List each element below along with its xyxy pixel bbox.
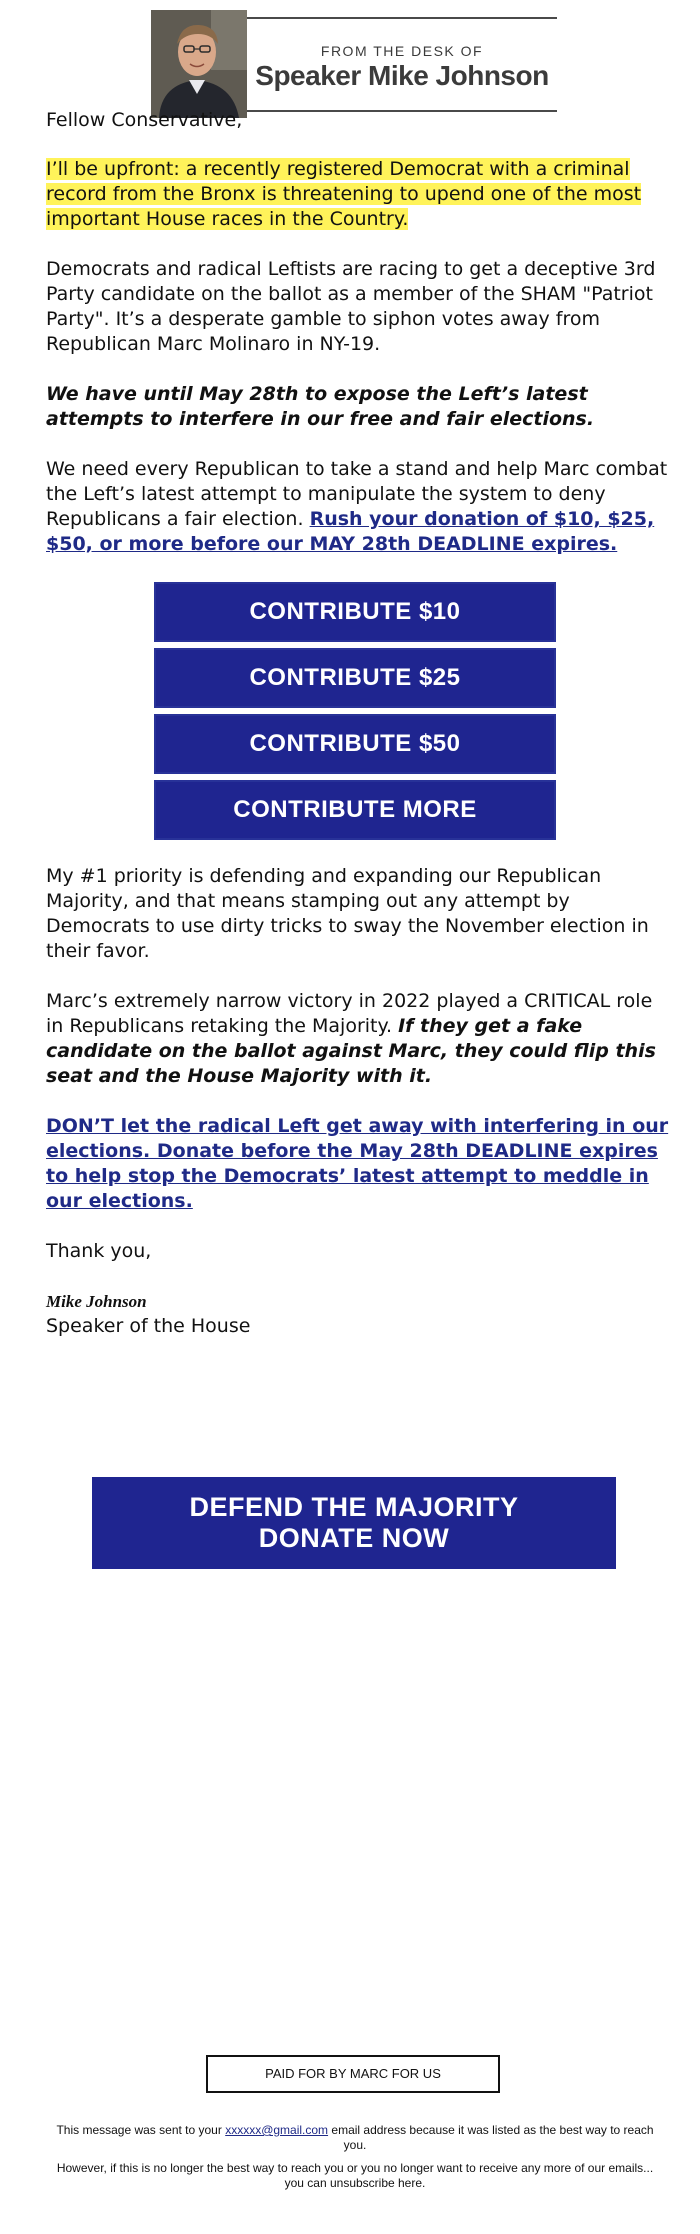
greeting: Fellow Conservative, xyxy=(46,109,243,131)
sent-to-notice xyxy=(46,2123,664,2153)
narrow-victory-text: Marc’s extremely narrow victory in 2022 played a CRITICAL role in Republicans retaking the Majority. xyxy=(46,990,653,1037)
big-cta-line2: DONATE NOW xyxy=(258,1523,450,1553)
contribute-more-button[interactable]: CONTRIBUTE MORE xyxy=(154,780,556,840)
paid-for-disclaimer: PAID FOR BY MARC FOR US xyxy=(206,2055,500,2093)
rush-donation-link[interactable]: Rush your donation of $10, $25, $50, or more before our MAY 28th DEADLINE expires. xyxy=(46,508,655,555)
portrait-icon xyxy=(151,10,247,118)
letter-body xyxy=(46,108,670,1364)
contribute-10-button[interactable]: CONTRIBUTE $10 xyxy=(154,582,556,642)
email-footer xyxy=(46,2123,664,2199)
signature-name: Mike Johnson xyxy=(46,1292,147,1311)
priority-paragraph: My #1 priority is defending and expanding our Republican Majority, and that means stamping out any attempt by Democrats to use dirty tricks to sway the November election in their favor. xyxy=(46,865,649,962)
donation-appeal-paragraph xyxy=(46,457,670,557)
paragraph-patriot-party: Democrats and radical Leftists are racing to get a deceptive 3rd Party candidate on the ballot as a member of the SHAM "Patriot Party". It’s a desperate gamble to siphon votes away from Republican Marc Molinaro in NY-19. xyxy=(46,258,656,355)
email-header xyxy=(151,10,557,118)
speaker-portrait-photo xyxy=(151,10,247,118)
header-top-rule xyxy=(247,17,557,19)
intro-paragraph xyxy=(46,157,670,232)
deadline-paragraph: We have until May 28th to expose the Left’s latest attempts to interfere in our free and fair elections. xyxy=(46,383,595,430)
highlighted-intro: I’ll be upfront: a recently registered Democrat with a criminal record from the Bronx is threatening to upend one of the most important House races in the Country. xyxy=(46,158,642,230)
donate-link-paragraph xyxy=(46,1114,670,1214)
signer-title: Speaker of the House xyxy=(46,1315,251,1337)
unsubscribe-notice[interactable]: However, if this is no longer the best way to reach you or you no longer want to receive any more of our emails... you can unsubscribe here. xyxy=(56,2161,654,2190)
contribute-25-button[interactable]: CONTRIBUTE $25 xyxy=(154,648,556,708)
appeal-text: We need every Republican to take a stand and help Marc combat the Left’s latest attempt to manipulate the system to deny Republicans a fair election. xyxy=(46,458,668,530)
signature-block xyxy=(46,1289,670,1339)
big-cta-line1: DEFEND THE MAJORITY xyxy=(189,1492,519,1522)
fake-candidate-warning: If they get a fake candidate on the ballot against Marc, they could flip this seat and the House Majority with it. xyxy=(46,1015,656,1087)
narrow-victory-paragraph xyxy=(46,989,670,1089)
donate-before-deadline-link[interactable]: DON’T let the radical Left get away with interfering in our elections. Donate before the May 28th DEADLINE expires to help stop the Democrats’ latest attempt to meddle in our elections. xyxy=(46,1115,669,1212)
recipient-email-link[interactable]: xxxxxx@gmail.com xyxy=(225,2123,329,2137)
contribute-button-group xyxy=(46,582,670,840)
contribute-50-button[interactable]: CONTRIBUTE $50 xyxy=(154,714,556,774)
header-name: Speaker Mike Johnson xyxy=(255,60,549,91)
sent-suffix: email address because it was listed as the best way to reach you. xyxy=(328,2123,654,2152)
header-kicker: FROM THE DESK OF xyxy=(320,43,484,59)
closing: Thank you, xyxy=(46,1240,152,1262)
defend-majority-donate-button[interactable] xyxy=(92,1477,616,1569)
sent-prefix: This message was sent to your xyxy=(56,2123,226,2137)
